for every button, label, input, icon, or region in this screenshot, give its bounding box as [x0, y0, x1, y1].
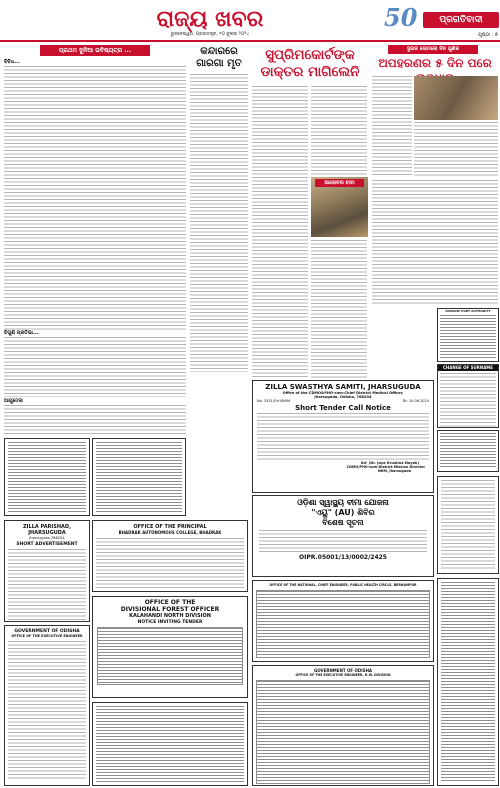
- notice-left-2: [92, 438, 186, 516]
- notice-bottom-mid-body: [96, 706, 244, 782]
- pho-title: OFFICE OF THE NATIONAL, CHIEF ENGINEER, PUBLIC HEALTH CIRCLE, BERHAMPUR: [269, 583, 417, 587]
- left-subhead-1: ବିବିଧ...: [4, 59, 20, 65]
- zss-sign2: CDMO/PHO-cum-District Mission Director: [346, 465, 425, 469]
- mid-headline: କନ୍ଦାରରେ ଗାରଗା ମୃତ: [196, 46, 242, 69]
- right-article-body-left: [372, 76, 412, 176]
- right-top-banner: ଦୁଇକ ଲୋମଲୋ ଦିନ ଗୁଣିକ: [388, 45, 478, 54]
- rural-table: [256, 680, 430, 784]
- right-headline: ଅପହରଣର ୫ ଦିନ ପରେ: [378, 56, 492, 70]
- notice-left-1-body: [8, 442, 86, 512]
- forest-heading: NOTICE INVITING TENDER: [137, 620, 203, 625]
- masthead-rule: [0, 40, 500, 42]
- center-photo: [311, 177, 368, 237]
- notice-right-3-body: [440, 433, 496, 469]
- au-footer: OIPR.05001/13/0002/2425: [299, 554, 387, 561]
- left-subhead-3: ଆଗୁଦ୍ଦେଲା: [4, 398, 27, 404]
- notice-zss: [252, 380, 434, 493]
- forest-title1: OFFICE OF THE: [144, 599, 196, 606]
- zp-body: [8, 549, 86, 621]
- bhadrak-sub: BHADRAK AUTONOMOUS COLLEGE, BHADRAK: [118, 530, 222, 535]
- paradip-title: PARADIP PORT AUTHORITY: [445, 309, 491, 313]
- notice-right-bottom-1-body: [441, 480, 495, 570]
- bhadrak-body: [96, 538, 244, 588]
- center-article-body-left: [252, 86, 308, 206]
- notice-right-bottom-1: [437, 476, 499, 574]
- zss-sub1: Office of the CDMO&PHO-cum-Chief District Medical Officer,: [282, 391, 404, 395]
- goo-title: GOVERNMENT OF ODISHA: [14, 629, 80, 634]
- right-photo: [414, 76, 498, 120]
- zss-date: Dt: 10.06.2024: [402, 399, 429, 403]
- forest-table: [97, 627, 243, 685]
- right-article-body-right: [414, 122, 498, 176]
- au-title3: ବିଶେଷ ସୂଚନା: [322, 518, 364, 527]
- bhadrak-title: OFFICE OF THE PRINCIPAL: [133, 524, 207, 530]
- notice-govt-odisha: [4, 625, 90, 786]
- zp-sub: Jharsuguda-768204: [29, 536, 65, 540]
- zss-sign: Sd- (Dr. Jaya Krushna Nayak): [360, 461, 419, 465]
- center-headline: ସୁପ୍ରିମକୋର୍ଟଙ୍କ ଡାକ୍ତର ମାଗିଲେନି: [260, 47, 360, 80]
- center-article-body-bottom2: [311, 240, 367, 378]
- center-article-body-bottom: [252, 208, 308, 378]
- notice-au: [252, 495, 434, 577]
- section-title: ରାଜ୍ୟ ଖବର: [156, 6, 264, 32]
- anniversary-logo: [384, 3, 420, 31]
- notice-left-1: [4, 438, 90, 516]
- notice-change-surname: [437, 364, 499, 428]
- goo-body: [8, 641, 86, 781]
- center-photo-caption: ଆଲୋଚନା ବାବା: [315, 179, 364, 187]
- paper-name: ପ୍ରଗତିବାଦୀ: [439, 15, 483, 25]
- zp-title: ZILLA PARISHAD, JHARSUGUDA: [23, 524, 71, 536]
- dateline: ଭୁବନେଶ୍ୱର, ପ୍ରଜାତନ୍ତ୍ର, ୧୦ ଜୁଲାଇ ୨୦୨୪: [170, 32, 250, 37]
- left-article-body-3: [4, 405, 186, 435]
- forest-title2: DIVISIONAL FOREST OFFICER: [120, 606, 220, 613]
- paper-name-badge: [423, 12, 499, 28]
- left-article-body: [4, 66, 186, 330]
- au-title1: ଓଡ଼ିଶା ସ୍ୱାସ୍ଥ୍ୟ ବୀମା ଯୋଜନା: [297, 498, 389, 507]
- notice-bottom-mid: [92, 702, 248, 786]
- notice-zilla-parishad: [4, 520, 90, 622]
- change-surname-body: [440, 373, 496, 427]
- notice-bhadrak: [92, 520, 248, 592]
- notice-right-bottom-2: [437, 578, 499, 786]
- rural-title: GOVERNMENT OF ODISHA: [313, 668, 373, 673]
- au-title2: "ଏୟୁ" (AU) ଶିବିର: [311, 508, 375, 517]
- notice-right-3: [437, 430, 499, 472]
- notice-forest: [92, 596, 248, 698]
- change-surname-title: CHANGE OF SURNAME: [438, 365, 498, 371]
- anniversary-number: 50: [384, 3, 418, 32]
- zss-body: [257, 413, 429, 461]
- rural-sub: OFFICE OF THE EXECUTIVE ENGINEER, R.W. DIVISION: [295, 673, 391, 677]
- zss-no: No. 2551/FvH/NHM: [257, 399, 291, 403]
- zss-sub2: Jharsuguda, Odisha, 768204: [314, 395, 372, 399]
- left-article-body-2: [4, 337, 186, 397]
- paradip-body: [440, 315, 496, 359]
- forest-title3: KALAHANDI NORTH DIVISION: [129, 613, 211, 619]
- left-banner: ପ୍ରଥମ ଦୁନିଆ ଭବିଷ୍ୟତ୍‌ର ...: [40, 45, 150, 56]
- zss-title: ZILLA SWASTHYA SAMITI, JHARSUGUDA: [265, 383, 421, 391]
- zss-heading: Short Tender Call Notice: [295, 404, 391, 412]
- center-article-body-right: [311, 86, 367, 176]
- page-label: ପୃଷ୍ଠା : ୭: [478, 32, 498, 38]
- right-article-body-lower: [372, 180, 498, 306]
- notice-pho: [252, 580, 434, 662]
- left-subhead-2: ବିଗୁଣି ପ୍ରତିଭା...: [4, 330, 43, 336]
- notice-right-bottom-2-body: [441, 582, 495, 782]
- notice-rural: [252, 665, 434, 786]
- goo-sub: OFFICE OF THE EXECUTIVE ENGINEER: [11, 634, 83, 638]
- masthead: [0, 0, 500, 44]
- mid-article-body: [190, 74, 248, 372]
- au-body: [259, 530, 427, 552]
- notice-left-2-body: [96, 442, 182, 512]
- notice-paradip: [437, 308, 499, 362]
- zss-sign3: NHM, Jharsuguda: [377, 469, 411, 473]
- zp-heading: SHORT ADVERTISEMENT: [16, 542, 78, 547]
- pho-table: [256, 590, 430, 658]
